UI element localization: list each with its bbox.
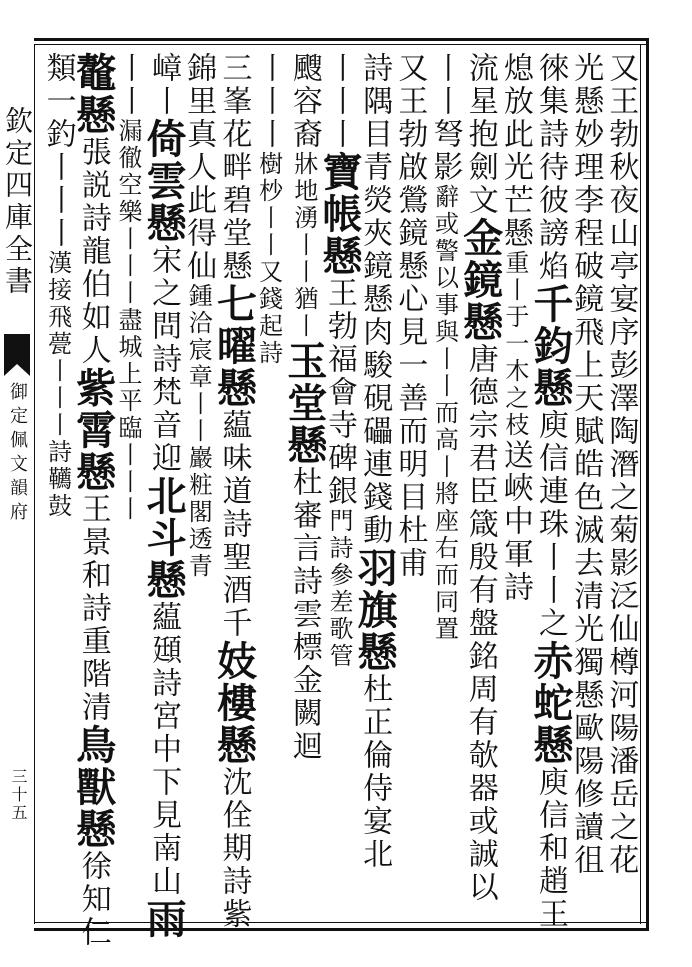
text-column [69,52,117,949]
column-text: 杜正倫侍宴北 [357,673,393,871]
text-column [249,52,289,920]
column-text: 丨丨丨 [251,52,287,151]
text-column [600,52,640,920]
column-text: 又王勃秋夜山亭宴序彭澤陶潛之菊影泛仙樽河陽潘岳之花 [603,52,639,877]
column-text: 徠集詩待彼謗焰 [533,52,569,283]
margin-column [0,44,35,924]
text-column [389,52,429,920]
headword: 北斗懸 [140,475,188,601]
column-text: 王勃福會寺碑銀 [322,277,357,508]
column-text: 流星抱劍文 [462,52,498,217]
column-text: 錦里真人此得仙 [181,52,217,283]
column-text: 沈佺期詩紫 [216,766,252,931]
text-column [495,52,535,920]
headword: 妓樓懸 [210,640,258,766]
column-text: 張説詩龍伯如人 [75,136,111,367]
column-text: 重丨于一木之枝 [500,250,529,439]
column-text: 藴味道詩聖酒千 [216,409,252,640]
text-column [527,52,575,931]
text-column [280,52,328,920]
fishtail-mark [4,334,30,364]
frame-right-rule [646,38,649,931]
headword: 雨 [140,898,188,940]
headword: 鼇懸 [69,52,117,136]
column-text: 鍾洽宸章丨丨 [184,283,213,445]
column-text: 盡城上平臨丨丨丨 [113,307,142,523]
column-text: 王景和詩重階清 [75,493,111,724]
column-text: 辭或警以事與丨丨而高丨將座右而同置 [430,184,459,643]
book-title: 欽定四庫全書 [1,106,34,298]
headword: 玉堂懸 [280,340,328,466]
headword: 七曜懸 [210,283,258,409]
column-text: 送峽中軍詩 [497,439,533,604]
headword: 羽旗懸 [351,547,399,673]
headword: 金鏡懸 [456,217,504,343]
column-text: 杜審言詩雲標金闕迴 [286,466,322,763]
column-text: 颼容裔 [286,52,322,151]
text-column [456,52,504,920]
text-column [425,52,465,920]
column-text: 樹杪丨丨又錢起詩 [254,151,283,367]
headword: 千鈞懸 [527,283,575,409]
column-text: 巖粧閣透青 [184,445,213,580]
frame-top-inner-rule [34,44,648,45]
headword: 紫霄懸 [69,367,117,493]
column-text: 又王勃啟鶯鏡懸心見一善而明目杜甫 [392,52,428,580]
column-text: 門詩參差歌管 [325,508,353,670]
frame-top-rule [34,38,648,41]
text-column [210,52,258,931]
section-title: 御定佩文韻府 [7,382,28,526]
column-text: 詩隅目青熒夾鏡懸肉駿硯礧連錢動 [357,52,393,547]
column-text: 漏徹空樂丨丨丨 [113,118,142,307]
column-text: 三峯花畔碧堂懸 [216,52,252,283]
column-text: 熄放此光芒懸 [497,52,533,250]
column-text: 唐德宗君臣箴殷有盤銘周有欹器或誠以 [462,343,498,904]
headword: 赤蛇懸 [527,640,575,766]
column-text: 丨丨弩影 [427,52,463,184]
column-text: 牀地湧丨丨猶丨 [289,151,318,340]
text-column [140,52,188,940]
text-column [565,52,605,920]
column-text: 丨丨丨 [322,52,357,151]
column-text: 詩韉鼓 [43,439,72,520]
text-column [38,52,78,920]
column-text: 庾信連珠丨丨之 [533,409,569,640]
text-column [316,52,363,920]
column-text: 類一釣丨丨丨 [40,52,76,250]
headword: 寶帳懸 [316,151,363,277]
column-text: 嶂丨 [146,52,182,118]
column-text: 藴頲詩宮中下見南山 [146,601,182,898]
column-text: 徐知仁 [75,850,111,949]
column-text: 光懸妙理李程破鏡飛上天賦皓色滅去清光獨懸歐陽修讀徂 [568,52,604,877]
column-text: 宋之問詩梵音迎 [146,244,182,475]
page-number: 三十五 [9,768,28,822]
column-text: 漢接飛甍丨丨丨 [43,250,72,439]
headword: 倚雲懸 [140,118,188,244]
headword: 鳥獸懸 [69,724,117,850]
column-text: 丨丨 [110,52,146,118]
column-text: 庾信和趙王 [533,766,569,931]
